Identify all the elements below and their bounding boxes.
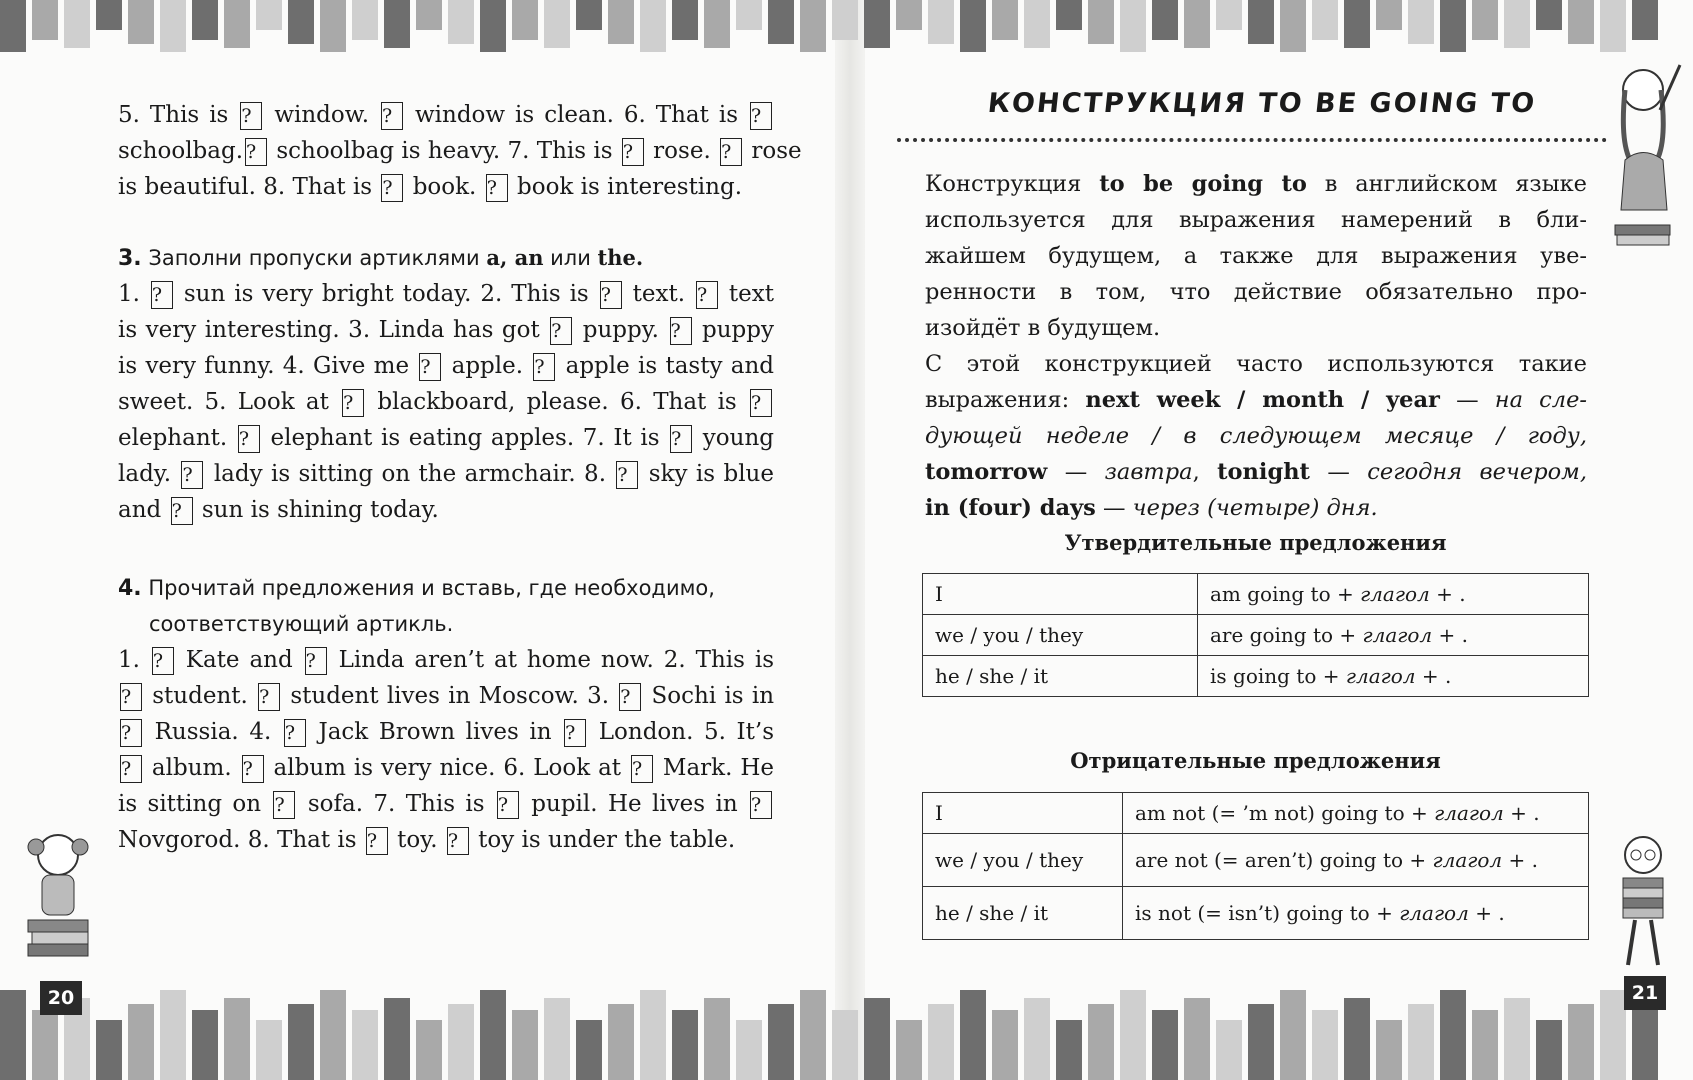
text-segment: apple is tasty and	[557, 353, 774, 379]
text-segment: —	[1095, 495, 1133, 521]
decorative-bar	[32, 1010, 58, 1080]
subject-cell: I	[923, 793, 1123, 834]
text-segment: schoolbag.	[118, 138, 244, 164]
translation-text: дующей неделе / в следующем месяце / году,	[925, 423, 1587, 449]
answer-blank-box: ?	[171, 497, 193, 525]
text-line	[925, 346, 1587, 382]
answer-blank-box: ?	[366, 827, 388, 855]
answer-blank-box: ?	[152, 647, 174, 675]
decorative-bar	[800, 990, 826, 1080]
text-segment: выражения:	[925, 387, 1086, 413]
english-phrase: tonight	[1217, 459, 1310, 485]
answer-blank-box: ?	[670, 425, 692, 453]
verb-placeholder: глагол	[1434, 801, 1504, 825]
answer-blank-box: ?	[120, 755, 142, 783]
paragraph-1	[925, 166, 1587, 346]
form-text: + .	[1503, 801, 1540, 825]
text-segment: ренности в том, что действие обязательно про-	[925, 279, 1587, 305]
affirmative-table	[922, 573, 1589, 697]
answer-blank-box: ?	[486, 174, 508, 202]
text-segment: puppy.	[574, 317, 668, 343]
text-segment: Конструкция	[925, 171, 1100, 197]
text-line	[118, 97, 774, 133]
text-line	[925, 274, 1587, 310]
text-line	[118, 822, 774, 858]
instruction-bold: a, an	[486, 245, 544, 270]
form-text: am not (= ’m not) going to +	[1135, 801, 1435, 825]
girl-reading-illustration	[18, 825, 98, 965]
text-segment: and	[118, 497, 169, 523]
text-segment: is beautiful. 8. That is	[118, 174, 380, 200]
explanation-text	[925, 166, 1587, 526]
table-row	[923, 793, 1589, 834]
decorative-bar	[800, 0, 826, 52]
answer-blank-box: ?	[242, 755, 264, 783]
english-phrase: in (four) days	[925, 495, 1096, 521]
text-segment: —	[1309, 459, 1368, 485]
text-segment: lady.	[118, 461, 180, 487]
answer-blank-box: ?	[419, 353, 441, 381]
answer-blank-box: ?	[616, 461, 638, 489]
decorative-bar	[64, 0, 90, 48]
text-segment: Linda aren’t at home now. 2. This is	[328, 647, 774, 673]
form-cell	[1198, 574, 1589, 615]
verb-placeholder: глагол	[1432, 848, 1503, 872]
answer-blank-box: ?	[151, 281, 173, 309]
text-segment: text	[719, 281, 774, 307]
text-segment: —	[1047, 459, 1105, 485]
decorative-bar	[1632, 0, 1658, 40]
answer-blank-box: ?	[619, 683, 641, 711]
decorative-bar	[0, 0, 26, 52]
text-segment: elephant.	[118, 425, 236, 451]
text-line	[925, 238, 1587, 274]
answer-blank-box: ?	[258, 683, 280, 711]
text-line	[118, 348, 774, 384]
answer-blank-box: ?	[696, 281, 718, 309]
text-line	[925, 202, 1587, 238]
text-segment: Russia. 4.	[144, 719, 282, 745]
text-segment: album is very nice. 6. Look at	[265, 755, 629, 781]
text-segment: rose.	[645, 138, 719, 164]
instruction-text: или	[543, 246, 598, 270]
translation-text: сегодня вечером,	[1367, 459, 1587, 485]
table-row	[923, 834, 1589, 887]
text-line	[925, 490, 1587, 526]
answer-blank-box: ?	[497, 791, 519, 819]
text-segment: sweet. 5. Look at	[118, 389, 341, 415]
decorative-bar	[864, 998, 890, 1080]
text-segment: toy is under the table.	[470, 827, 736, 853]
decorative-bar	[1600, 0, 1626, 52]
text-segment: 1.	[118, 281, 149, 307]
text-line	[118, 276, 774, 312]
text-segment: young	[694, 425, 774, 451]
answer-blank-box: ?	[238, 425, 260, 453]
translation-text: через (четыре) дня.	[1132, 495, 1378, 521]
subject-cell: I	[923, 574, 1198, 615]
translation-text: завтра	[1104, 459, 1193, 485]
text-segment: London. 5. It’s	[588, 719, 774, 745]
answer-blank-box: ?	[273, 791, 295, 819]
subject-cell: he / she / it	[923, 656, 1198, 697]
answer-blank-box: ?	[622, 138, 644, 166]
text-line	[118, 420, 774, 456]
affirmative-caption: Утвердительные предложения	[1064, 530, 1447, 555]
answer-blank-box: ?	[750, 791, 772, 819]
left-page	[118, 0, 802, 1080]
text-line	[118, 492, 774, 528]
form-text: + .	[1429, 582, 1466, 606]
text-segment: sofa. 7. This is	[297, 791, 495, 817]
negative-caption: Отрицательные предложения	[1070, 748, 1441, 773]
form-cell	[1123, 834, 1589, 887]
text-segment: rose	[744, 138, 802, 164]
text-segment: window is clean. 6. That is	[405, 102, 748, 128]
verb-placeholder: глагол	[1362, 623, 1433, 647]
answer-blank-box: ?	[631, 755, 653, 783]
verb-placeholder: глагол	[1345, 664, 1416, 688]
text-segment: Jack Brown lives in	[307, 719, 563, 745]
text-line	[118, 642, 774, 678]
subject-cell: we / you / they	[923, 615, 1198, 656]
form-cell	[1123, 887, 1589, 940]
answer-blank-box: ?	[305, 647, 327, 675]
text-segment: is very interesting. 3. Linda has got	[118, 317, 549, 343]
table-row	[923, 574, 1589, 615]
answer-blank-box: ?	[533, 353, 555, 381]
text-segment: book.	[405, 174, 484, 200]
form-cell	[1198, 615, 1589, 656]
text-segment: puppy	[693, 317, 774, 343]
english-phrase: next week / month / year	[1085, 387, 1440, 413]
answer-blank-box: ?	[381, 174, 403, 202]
dotted-divider	[897, 138, 1607, 142]
answer-blank-box: ?	[240, 102, 262, 130]
answer-blank-box: ?	[381, 102, 403, 130]
decorative-bar	[1632, 1010, 1658, 1080]
text-segment: pupil. He lives in	[520, 791, 748, 817]
negative-table	[922, 792, 1589, 940]
text-line	[118, 786, 774, 822]
translation-text: на сле-	[1494, 387, 1588, 413]
instruction-bold: the.	[597, 245, 644, 270]
table-row	[923, 615, 1589, 656]
instruction-text: соответствующий артикль.	[149, 612, 454, 636]
verb-placeholder: глагол	[1360, 582, 1430, 606]
exercise-number: 4.	[118, 576, 142, 601]
page-title: КОНСТРУКЦИЯ TO BE GOING TO	[986, 88, 1538, 119]
text-line	[925, 166, 1587, 202]
text-segment: sky is blue	[640, 461, 774, 487]
subject-cell: he / she / it	[923, 887, 1123, 940]
verb-placeholder: глагол	[1399, 901, 1469, 925]
form-cell	[1198, 656, 1589, 697]
book-gutter	[835, 0, 865, 1080]
form-text: + .	[1468, 901, 1505, 925]
text-segment: Mark. He	[654, 755, 774, 781]
text-line	[118, 312, 774, 348]
answer-blank-box: ?	[750, 389, 772, 417]
text-segment: жайшем будущем, а также для выражения уве-	[925, 243, 1587, 269]
text-segment: используется для выражения намерений в бли-	[925, 207, 1587, 233]
exercise-2-continuation	[118, 97, 802, 205]
exercise-3	[118, 240, 774, 528]
text-segment: album.	[144, 755, 240, 781]
text-segment: toy.	[389, 827, 445, 853]
text-line	[118, 678, 774, 714]
text-line	[925, 382, 1587, 418]
paragraph-2	[925, 346, 1587, 526]
text-segment: изойдёт в будущем.	[925, 315, 1161, 341]
text-segment: student lives in Moscow. 3.	[282, 683, 618, 709]
form-text: + .	[1502, 848, 1538, 872]
text-segment: 5. This is	[118, 102, 239, 128]
text-segment: 1.	[118, 647, 150, 673]
text-segment: ,	[1192, 459, 1218, 485]
form-text: + .	[1432, 623, 1469, 647]
exercise-number: 3.	[118, 246, 142, 271]
text-line	[118, 133, 802, 169]
text-segment: student.	[144, 683, 257, 709]
text-segment: text.	[623, 281, 694, 307]
text-segment: —	[1439, 387, 1495, 413]
text-segment: в английском языке	[1306, 171, 1587, 197]
text-segment: Kate and	[175, 647, 303, 673]
text-line	[118, 384, 774, 420]
decorative-bar	[1600, 990, 1626, 1080]
answer-blank-box: ?	[120, 719, 142, 747]
text-segment: blackboard, please. 6. That is	[366, 389, 748, 415]
decorative-bar	[896, 1020, 922, 1080]
text-line	[118, 169, 774, 205]
answer-blank-box: ?	[670, 317, 692, 345]
text-line	[925, 310, 1587, 346]
answer-blank-box: ?	[720, 138, 742, 166]
answer-blank-box: ?	[564, 719, 586, 747]
form-text: are not (= aren’t) going to +	[1135, 848, 1433, 872]
exercise-3-text	[118, 276, 774, 528]
text-segment: Novgorod. 8. That is	[118, 827, 364, 853]
form-text: are going to +	[1210, 623, 1363, 647]
instruction-text: Прочитай предложения и вставь, где необходимо,	[148, 576, 715, 600]
table-row	[923, 656, 1589, 697]
answer-blank-box: ?	[181, 461, 203, 489]
text-segment: С этой конструкцией часто используются такие	[925, 351, 1587, 377]
text-segment: sun is shining today.	[194, 497, 439, 523]
decorative-bar	[896, 0, 922, 30]
answer-blank-box: ?	[245, 138, 267, 166]
text-segment: schoolbag is heavy. 7. This is	[269, 138, 620, 164]
girl-pointing-illustration	[1605, 50, 1685, 250]
decorative-bar	[832, 1010, 858, 1080]
subject-cell: we / you / they	[923, 834, 1123, 887]
text-segment: book is interesting.	[509, 174, 743, 200]
instruction-text: Заполни пропуски артиклями	[148, 246, 487, 270]
decorative-bar	[32, 0, 58, 40]
right-page	[922, 0, 1589, 1080]
text-segment: is very funny. 4. Give me	[118, 353, 418, 379]
form-text: is not (= isn’t) going to +	[1135, 901, 1400, 925]
text-segment: apple.	[443, 353, 532, 379]
answer-blank-box: ?	[550, 317, 572, 345]
text-line	[118, 456, 774, 492]
answer-blank-box: ?	[120, 683, 142, 711]
form-text: + .	[1415, 664, 1452, 688]
exercise-4	[118, 570, 774, 858]
text-segment: lady is sitting on the armchair. 8.	[205, 461, 615, 487]
english-phrase: to be going to	[1099, 171, 1307, 197]
decorative-bar	[0, 990, 26, 1080]
text-line	[118, 714, 774, 750]
text-line	[925, 418, 1587, 454]
text-line	[925, 454, 1587, 490]
exercise-4-text	[118, 642, 774, 858]
text-segment: sun is very bright today. 2. This is	[174, 281, 598, 307]
answer-blank-box: ?	[447, 827, 469, 855]
text-segment: Sochi is in	[643, 683, 775, 709]
form-cell	[1123, 793, 1589, 834]
decorative-bar	[832, 0, 858, 40]
boy-with-books-illustration	[1608, 830, 1678, 970]
decorative-bar	[864, 0, 890, 48]
answer-blank-box: ?	[750, 102, 772, 130]
text-line	[118, 750, 774, 786]
exercise-4-instruction	[118, 570, 774, 606]
text-segment: elephant is eating apples. 7. It is	[261, 425, 669, 451]
answer-blank-box: ?	[342, 389, 364, 417]
text-segment: window.	[264, 102, 379, 128]
exercise-3-instruction	[118, 240, 774, 276]
form-text: am going to +	[1210, 582, 1361, 606]
form-text: is going to +	[1210, 664, 1346, 688]
answer-blank-box: ?	[600, 281, 622, 309]
table-row	[923, 887, 1589, 940]
text-segment: is sitting on	[118, 791, 272, 817]
english-phrase: tomorrow	[925, 459, 1048, 485]
page-number-right: 21	[1624, 976, 1666, 1010]
answer-blank-box: ?	[284, 719, 306, 747]
page-number-left: 20	[40, 981, 82, 1015]
